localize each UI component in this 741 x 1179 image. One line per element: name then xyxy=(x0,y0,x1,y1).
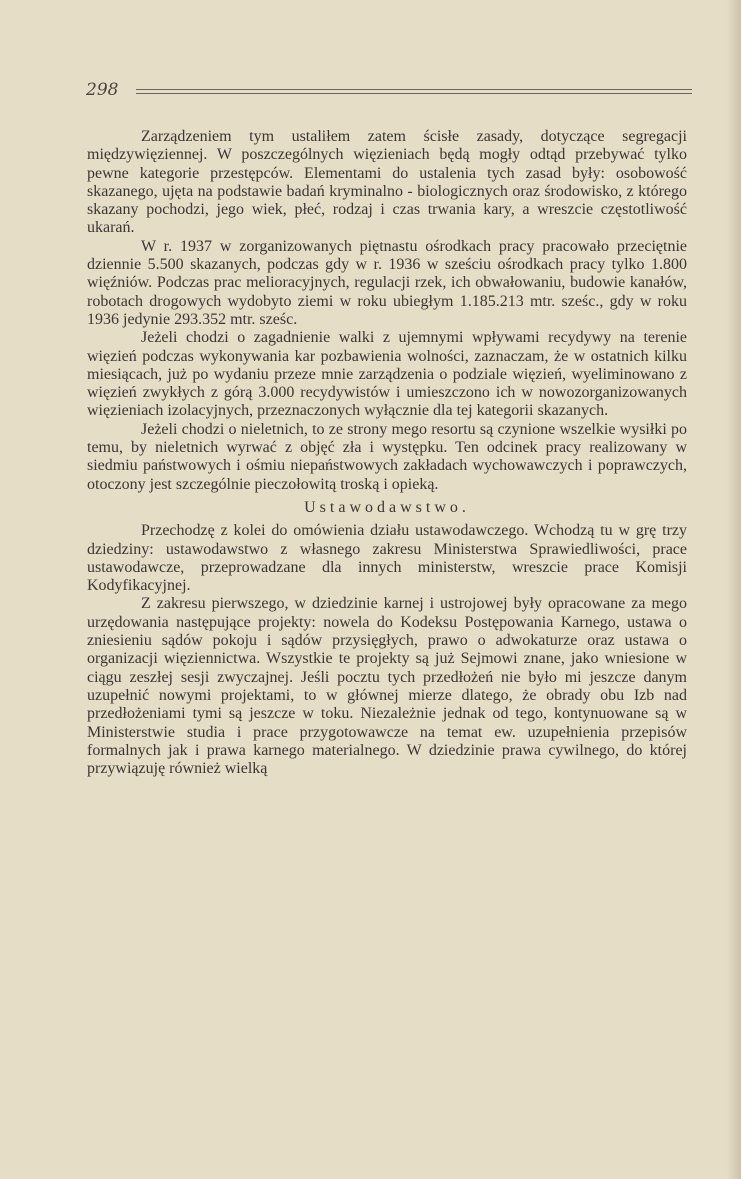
paragraph-legislation-projects: Z zakresu pierwszego, w dziedzinie karnej i ustrojowej były opracowane za mego urzędowania następujące projekty: nowela do Kodeksu Postępowania Karnego, ustawa o zniesieniu sądów pokoju i sądów przysięgłych, prawo o adwokaturze oraz ustawa o organizacji więziennictwa. Wszystkie te projekty są już Sejmowi znane, jako wniesione w ciągu zeszłej sesji zwyczajnej. Jeśli pocztu tych przedłożeń nie było mi jeszcze danym uzupełnić nowymi projektami, to w głównej mierze dlatego, że obrady obu Izb nad przedłożeniami tymi są jeszcze w toku. Niezależnie jednak od tego, kontynuowane są w Ministerstwie studia i prace przygotowawcze na temat ew. uzupełnienia przepisów formalnych jak i prawa karnego materialnego. W dziedzinie prawa cywilnego, do której przywiązuję również wielką xyxy=(87,595,687,778)
page-edge-shadow xyxy=(727,0,741,1179)
body-text xyxy=(87,128,687,778)
paragraph-work-centers: W r. 1937 w zorganizowanych piętnastu ośrodkach pracy pracowało przeciętnie dziennie 5.500 skazanych, podczas gdy w r. 1936 w sześciu ośrodkach pracy tylko 1.800 więźniów. Podczas prac melioracyjnych, regulacji rzek, ich obwałowaniu, budowie kanałów, robotach drogowych wydobyto ziemi w roku ubiegłym 1.185.213 mtr. sześc., gdy w roku 1936 jedynie 293.352 mtr. sześc. xyxy=(87,237,687,328)
header-rule xyxy=(136,89,692,94)
paragraph-recidivism: Jeżeli chodzi o zagadnienie walki z ujemnymi wpływami recydywy na terenie więzień podczas wykonywania kar pozbawienia wolności, zaznaczam, że w ostatnich kilku miesiącach, już po wydaniu przeze mnie zarządzenia o podziale więzień, wyeliminowano z więzień zwykłych z górą 3.000 recydywistów i umieszczono ich w nowozorganizowanych więzieniach izolacyjnych, przeznaczonych wyłącznie dla tej kategorii skazanych. xyxy=(87,329,687,420)
paragraph-juveniles: Jeżeli chodzi o nieletnich, to ze strony mego resortu są czynione wszelkie wysiłki po temu, by nieletnich wyrwać z objęć zła i występku. Ten odcinek pracy realizowany w siedmiu państwowych i ośmiu niepaństwowych zakładach wychowawczych i poprawczych, otoczony jest szczególnie pieczołowitą troską i opieką. xyxy=(87,420,687,493)
page-number: 298 xyxy=(86,80,119,100)
section-heading: Ustawodawstwo. xyxy=(304,498,470,516)
paragraph-legislation-intro: Przechodzę z kolei do omówienia działu ustawodawczego. Wchodzą tu w grę trzy dziedziny: ustawodawstwo z własnego zakresu Ministerstwa Sprawiedliwości, prace ustawodawcze, przeprowadzane dla innych ministerstw, wreszcie prace Komisji Kodyfikacyjnej. xyxy=(87,522,687,595)
page-header xyxy=(86,80,692,100)
paragraph-segregation: Zarządzeniem tym ustaliłem zatem ścisłe zasady, dotyczące segregacji międzywięziennej. W poszczególnych więzieniach będą mogły odtąd przebywać tylko pewne kategorie przestępców. Elementami do ustalenia tych zasad były: osobowość skazanego, ujęta na podstawie badań kryminalno - biologicznych oraz środowisko, z którego skazany pochodzi, jego wiek, płeć, rodzaj i czas trwania kary, a wreszcie częstotliwość ukarań. xyxy=(87,128,687,237)
